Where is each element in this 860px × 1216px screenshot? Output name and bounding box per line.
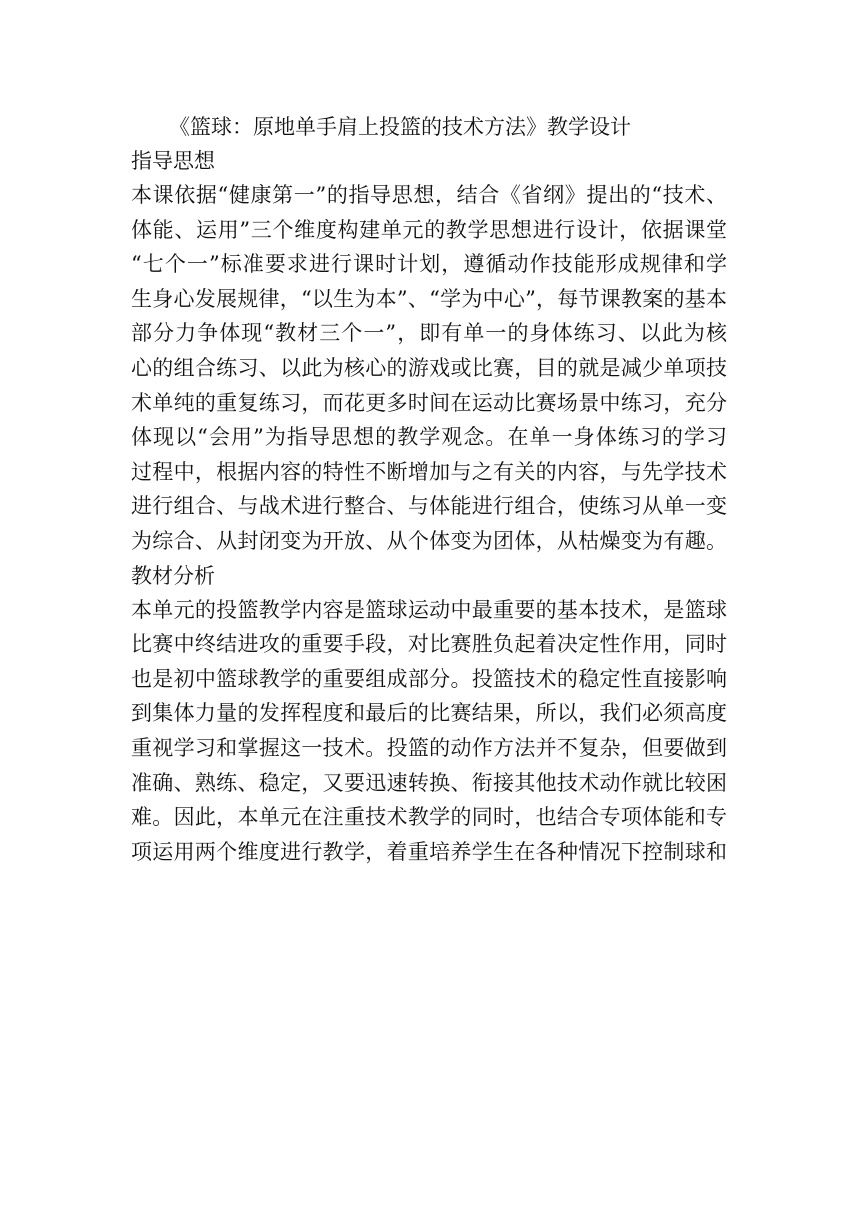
- paragraph-line: 也是初中篮球教学的重要组成部分。投篮技术的稳定性直接影响: [131, 666, 727, 691]
- paragraph-line: 过程中，根据内容的特性不断增加与之有关的内容，与先学技术: [131, 459, 727, 484]
- paragraph-line: 准确、熟练、稳定，又要迅速转换、衔接其他技术动作就比较困: [131, 770, 727, 795]
- document-content: [131, 110, 737, 869]
- paragraph-line: 生身心发展规律，“以生为本”、“学为中心”，每节课教案的基本: [131, 286, 727, 311]
- paragraph-line: 项运用两个维度进行教学，着重培养学生在各种情况下控制球和: [131, 839, 727, 864]
- document-title: 《篮球：原地单手肩上投篮的技术方法》教学设计: [169, 115, 631, 139]
- paragraph-line: 部分力争体现“教材三个一”，即有单一的身体练习、以此为核: [131, 321, 727, 346]
- paragraph-line: 进行组合、与战术进行整合、与体能进行组合，使练习从单一变: [131, 494, 727, 519]
- paragraph-line: “七个一”标准要求进行课时计划，遵循动作技能形成规律和学: [131, 252, 727, 277]
- material-analysis-paragraph: [131, 593, 737, 870]
- paragraph-line: 本单元的投篮教学内容是篮球运动中最重要的基本技术，是篮球: [131, 597, 727, 622]
- paragraph-line: 比赛中终结进攻的重要手段，对比赛胜负起着决定性作用，同时: [131, 632, 727, 657]
- paragraph-line: 体能、运用”三个维度构建单元的教学思想进行设计，依据课堂: [131, 217, 727, 242]
- paragraph-line: 本课依据“健康第一”的指导思想，结合《省纲》提出的“技术、: [131, 183, 727, 207]
- paragraph-line: 重视学习和掌握这一技术。投篮的动作方法并不复杂，但要做到: [131, 735, 727, 760]
- section-heading-material-analysis: 教材分析: [131, 563, 215, 588]
- paragraph-line: 术单纯的重复练习，而花更多时间在运动比赛场景中练习，充分: [131, 390, 727, 415]
- paragraph-line: 到集体力量的发挥程度和最后的比赛结果，所以，我们必须高度: [131, 701, 727, 726]
- paragraph-line: 体现以“会用”为指导思想的教学观念。在单一身体练习的学习: [131, 425, 727, 450]
- paragraph-line: 为综合、从封闭变为开放、从个体变为团体，从枯燥变为有趣。: [131, 528, 727, 553]
- section-heading-guiding-idea: 指导思想: [131, 149, 215, 173]
- paragraph-line: 心的组合练习、以此为核心的游戏或比赛，目的就是减少单项技: [131, 355, 727, 380]
- guiding-idea-paragraph: [131, 178, 737, 559]
- paragraph-line: 难。因此，本单元在注重技术教学的同时，也结合专项体能和专: [131, 805, 727, 830]
